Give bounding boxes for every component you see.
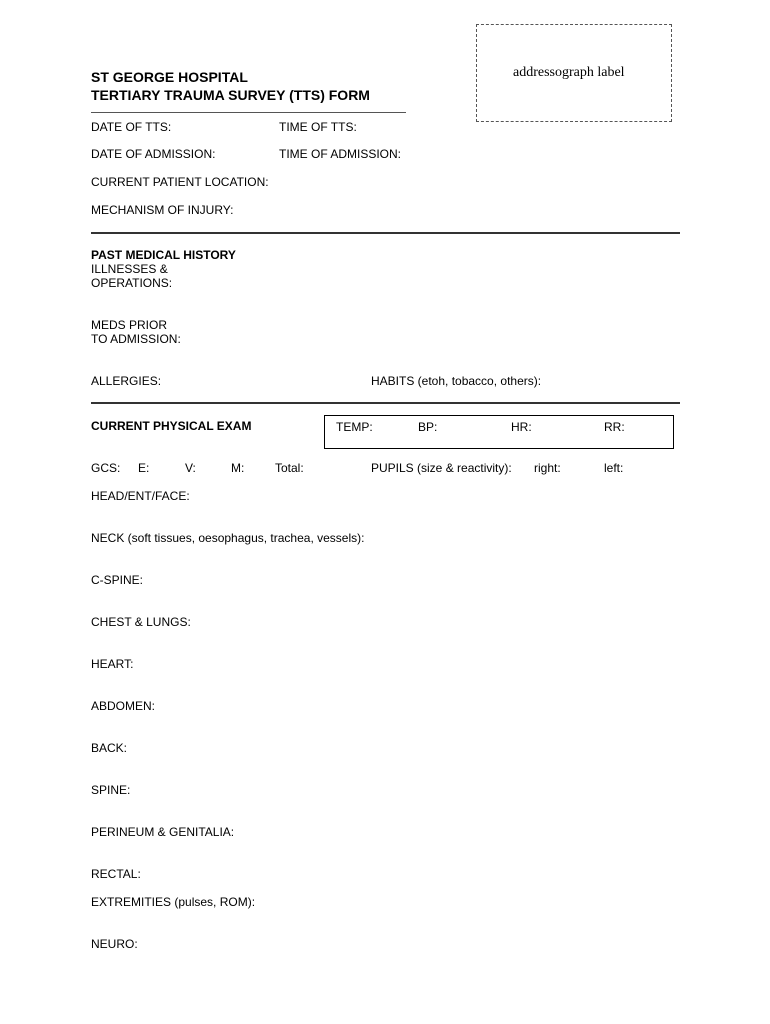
hospital-name: ST GEORGE HOSPITAL bbox=[91, 69, 248, 85]
pupil-left-field[interactable]: left: bbox=[604, 461, 624, 475]
physical-exam-heading: CURRENT PHYSICAL EXAM bbox=[91, 419, 252, 433]
vitals-box bbox=[324, 415, 674, 449]
perineum-genitalia-field[interactable]: PERINEUM & GENITALIA: bbox=[91, 825, 235, 839]
mechanism-of-injury-field[interactable]: MECHANISM OF INJURY: bbox=[91, 203, 234, 217]
form-title: TERTIARY TRAUMA SURVEY (TTS) FORM bbox=[91, 87, 370, 103]
illnesses-label-line1: ILLNESSES & bbox=[91, 262, 168, 276]
date-of-admission-field[interactable]: DATE OF ADMISSION: bbox=[91, 147, 216, 161]
section-divider-history bbox=[91, 232, 680, 234]
pupil-right-field[interactable]: right: bbox=[534, 461, 561, 475]
title-rule bbox=[91, 112, 406, 113]
hr-field[interactable]: HR: bbox=[511, 420, 532, 434]
chest-lungs-field[interactable]: CHEST & LUNGS: bbox=[91, 615, 191, 629]
allergies-field[interactable]: ALLERGIES: bbox=[91, 374, 162, 388]
abdomen-field[interactable]: ABDOMEN: bbox=[91, 699, 156, 713]
gcs-v-field[interactable]: V: bbox=[185, 461, 196, 475]
heart-field[interactable]: HEART: bbox=[91, 657, 134, 671]
time-of-tts-field[interactable]: TIME OF TTS: bbox=[279, 120, 357, 134]
temp-field[interactable]: TEMP: bbox=[336, 420, 373, 434]
addressograph-box bbox=[476, 24, 672, 122]
illnesses-operations-field[interactable]: OPERATIONS: bbox=[91, 276, 173, 290]
time-of-admission-field[interactable]: TIME OF ADMISSION: bbox=[279, 147, 402, 161]
addressograph-label: addressograph label bbox=[513, 65, 625, 80]
rr-field[interactable]: RR: bbox=[604, 420, 625, 434]
back-field[interactable]: BACK: bbox=[91, 741, 128, 755]
habits-field[interactable]: HABITS (etoh, tobacco, others): bbox=[371, 374, 542, 388]
meds-prior-field[interactable]: TO ADMISSION: bbox=[91, 332, 181, 346]
past-medical-history-heading: PAST MEDICAL HISTORY bbox=[91, 248, 236, 262]
gcs-m-field[interactable]: M: bbox=[231, 461, 245, 475]
head-ent-face-field[interactable]: HEAD/ENT/FACE: bbox=[91, 489, 190, 503]
date-of-tts-field[interactable]: DATE OF TTS: bbox=[91, 120, 172, 134]
bp-field[interactable]: BP: bbox=[418, 420, 438, 434]
meds-label-line1: MEDS PRIOR bbox=[91, 318, 168, 332]
pupils-label: PUPILS (size & reactivity): bbox=[371, 461, 512, 475]
rectal-field[interactable]: RECTAL: bbox=[91, 867, 141, 881]
section-divider-exam bbox=[91, 402, 680, 404]
spine-field[interactable]: SPINE: bbox=[91, 783, 131, 797]
neuro-field[interactable]: NEURO: bbox=[91, 937, 138, 951]
extremities-field[interactable]: EXTREMITIES (pulses, ROM): bbox=[91, 895, 256, 909]
neck-field[interactable]: NECK (soft tissues, oesophagus, trachea, vessels): bbox=[91, 531, 365, 545]
gcs-total-field[interactable]: Total: bbox=[275, 461, 304, 475]
c-spine-field[interactable]: C-SPINE: bbox=[91, 573, 144, 587]
gcs-e-field[interactable]: E: bbox=[138, 461, 150, 475]
patient-location-field[interactable]: CURRENT PATIENT LOCATION: bbox=[91, 175, 269, 189]
gcs-label: GCS: bbox=[91, 461, 121, 475]
